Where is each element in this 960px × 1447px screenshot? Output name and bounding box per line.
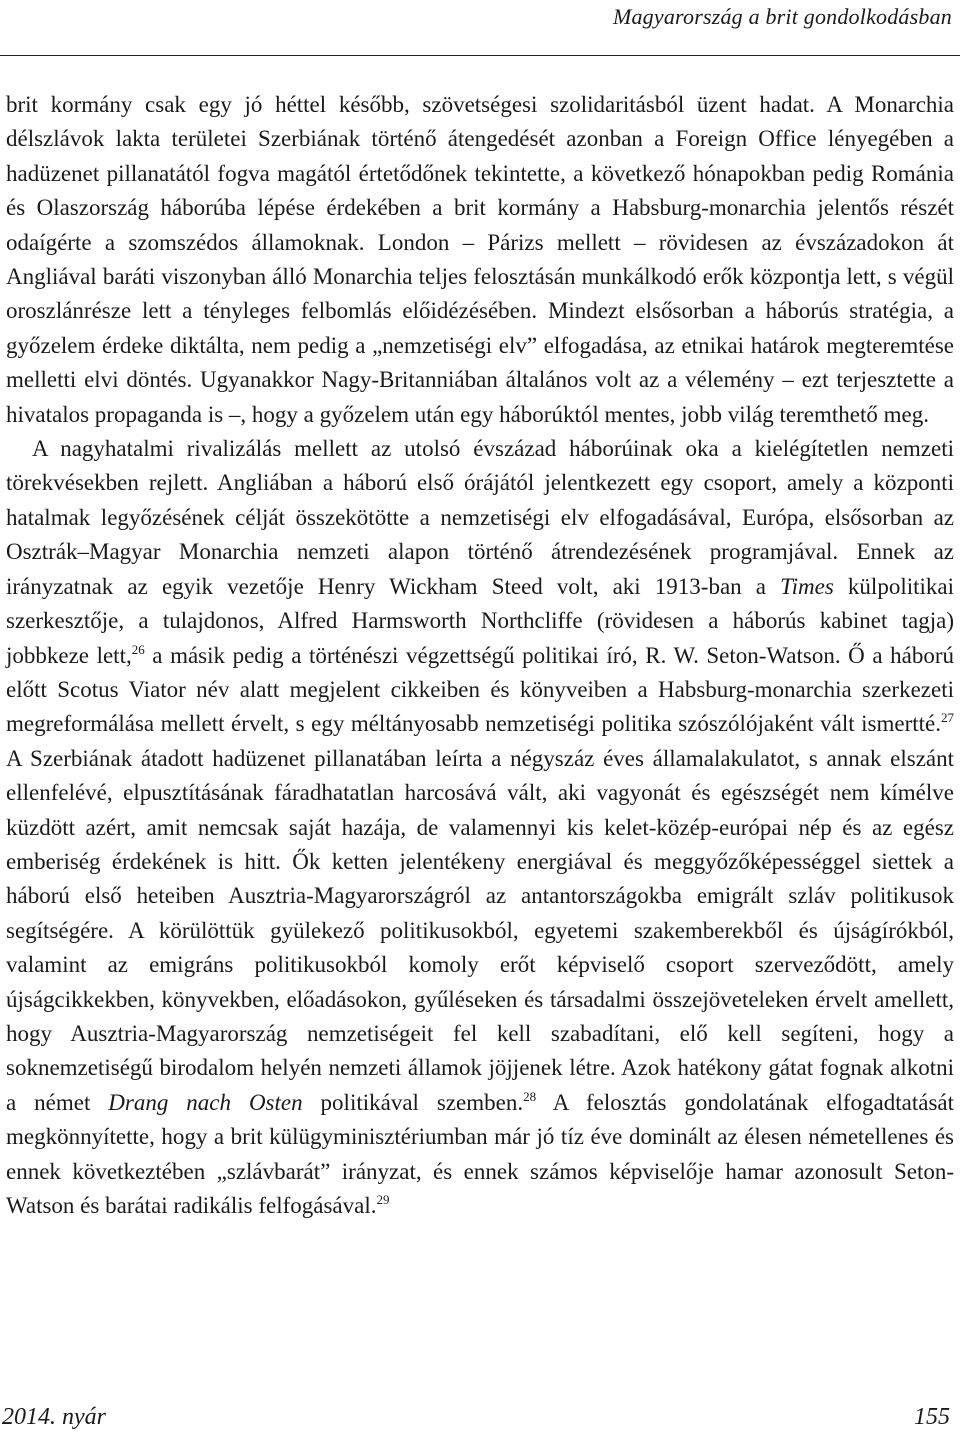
paragraph-1 bbox=[6, 88, 954, 432]
paragraph-2-text-1: A nagyhatalmi rivalizálás mellett az utolsó évszázad háborúinak oka a kielégítetlen nemzeti törekvésekben rejlett. Angliában a háború első órájától jelentkezett egy csoport, amely a központi hatalmak legyőzésének célját összekötötte a nemzetiségi elv elfogadásával, Európa, elsősorban az Osztrák–Magyar Monarchia nemzeti alapon történő átrendezésének programjával. Ennek az irányzatnak az egyik vezetője Henry Wickham Steed volt, aki 1913-ban a bbox=[6, 436, 954, 599]
body-text bbox=[6, 88, 954, 1223]
drang-nach-osten: Drang nach Osten bbox=[108, 1089, 303, 1115]
running-header: Magyarország a brit gondolkodásban bbox=[612, 4, 952, 29]
paragraph-2-text-2: külpolitikai szerkesztője, a tulajdonos, Alfred Harmsworth Northcliffe (rövidesen a háborús kabinet tagja) jobbkeze lett, bbox=[6, 573, 954, 668]
footnote-ref-27[interactable]: 27 bbox=[941, 710, 954, 726]
paragraph-2-text-5: politikával szemben. bbox=[302, 1089, 524, 1115]
paragraph-2 bbox=[6, 432, 954, 1223]
paragraph-1-text: brit kormány csak egy jó héttel később, szövetségesi szolidaritásból üzent hadat. A Monarchia délszlávok lakta területei Szerbiának történő átengedését azonban a Foreign Office lényegében a hadüzenet pillanatától fogva magától értetődőnek tekintette, a következő hónapokban pedig Románia és Olaszország háborúba lépése érdekében a brit kormány a Habsburg-monarchia jelentős részét odaígérte a szomszédos államoknak. London – Párizs mellett – rövidesen az évszázadokon át Angliával baráti viszonyban álló Monarchia teljes felosztásán munkálkodó erők központja lett, s végül oroszlánrésze lett a tényleges felbomlás előidézésében. Mindezt elsősorban a háborús stratégia, a győzelem érdeke diktálta, nem pedig a „nemzetiségi elv” elfogadása, az etnikai határok megteremtése melletti elvi döntés. Ugyanakkor Nagy-Britanniában általános volt az a vélemény – ezt terjesztette a hivatalos propaganda is –, hogy a győzelem után egy háborúktól mentes, jobb világ teremthető meg. bbox=[6, 92, 954, 427]
header-rule bbox=[0, 55, 960, 56]
paragraph-2-text-4: A Szerbiának átadott hadüzenet pillanatában leírta a négyszáz éves államalakulatot, s annak elszánt ellenfelévé, elpusztításának fáradhatatlan harcosává vált, aki vagyonát és egészségét nem kímélve küzdött azért, amit nemcsak saját hazája, de valamennyi kis kelet-közép-európai nép és az egész emberiség érdekének is hitt. Ők ketten jelentékeny energiával és meggyőzőképességgel siettek a háború első heteiben Ausztria-Magyarországról az antantországokba emigrált szláv politikusok segítségére. A körülöttük gyülekező politikusokból, egyetemi szakemberekből és újságírókból, valamint az emigráns politikusokból komoly erőt képviselő csoport szerveződött, amely újságcikkekben, könyvekben, előadásokon, gyűléseken és társadalmi összejöveteleken érvelt amellett, hogy Ausztria-Magyarország nemzetiségeit fel kell szabadítani, elő kell segíteni, hogy a soknemzetiségű birodalom helyén nemzeti államok jöjjenek létre. Azok hatékony gátat fognak alkotni a német bbox=[6, 745, 954, 1115]
issue-label: 2014. nyár bbox=[2, 1404, 106, 1430]
page-number: 155 bbox=[914, 1404, 950, 1430]
paragraph-2-text-6: A felosztás gondolatának elfogadtatását megkönnyítette, hogy a brit külügyminisztériumban már jó tíz éve dominált az élesen németellenes és ennek következtében „szlávbarát” irányzat, és ennek számos képviselője hamar azonosult Seton-Watson és barátai radikális felfogásával. bbox=[6, 1089, 954, 1218]
footnote-ref-28[interactable]: 28 bbox=[523, 1088, 537, 1104]
times-title: Times bbox=[780, 573, 834, 599]
paragraph-2-text-3: a másik pedig a történészi végzettségű politikai író, R. W. Seton-Watson. Ő a háború előtt Scotus Viator név alatt megjelent cikkeiben és könyveiben a Habsburg-monarchia szerkezeti megreformálása mellett érvelt, s egy méltányosabb nemzetiségi politika szószólójaként vált ismertté. bbox=[6, 642, 954, 737]
footnote-ref-29[interactable]: 29 bbox=[376, 1192, 390, 1207]
footnote-ref-26[interactable]: 26 bbox=[131, 641, 145, 657]
